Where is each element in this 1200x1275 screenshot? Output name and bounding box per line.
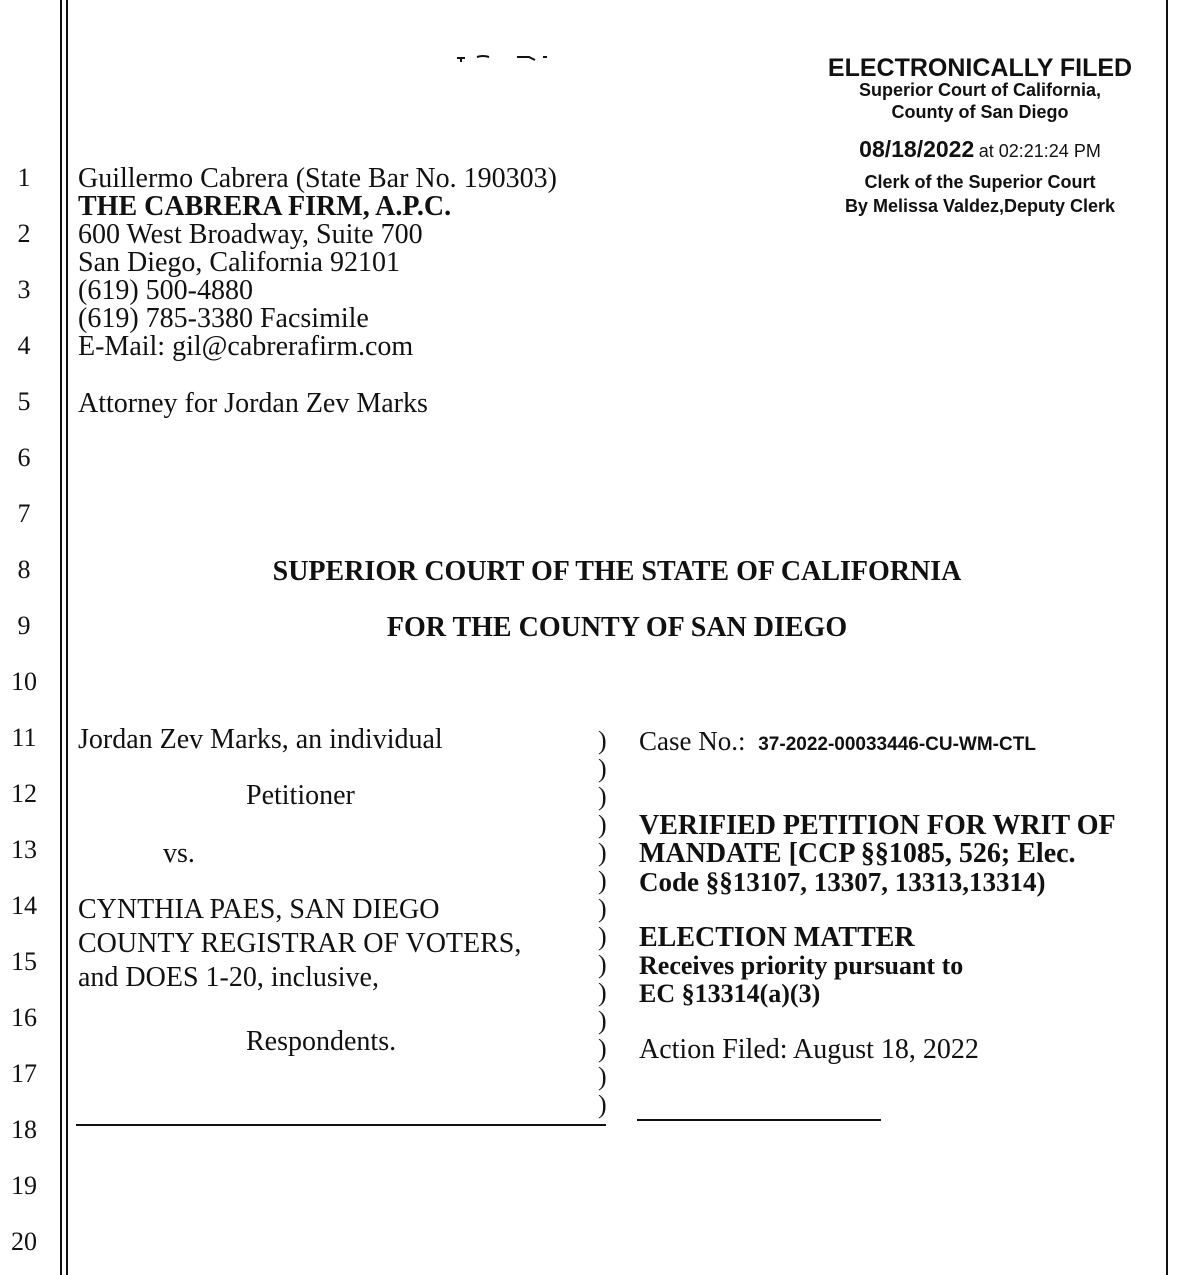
line-number: 16	[11, 1003, 37, 1032]
case-number-label: Case No.:	[639, 726, 746, 756]
petitioner-label: Petitioner	[246, 780, 355, 811]
court-heading-line1: SUPERIOR COURT OF THE STATE OF CALIFORNIA	[272, 556, 962, 587]
line-number: 14	[11, 891, 37, 920]
caption-paren: )	[598, 810, 607, 839]
scan-mark	[455, 50, 551, 60]
firm-address2: San Diego, California 92101	[78, 247, 400, 278]
respondent-line2: COUNTY REGISTRAR OF VOTERS,	[78, 928, 522, 959]
priority-line1: Receives priority pursuant to	[639, 951, 964, 980]
caption-paren: )	[598, 978, 607, 1007]
line-number: 11	[11, 723, 37, 752]
line-number: 13	[11, 835, 37, 864]
attorney-name: Guillermo Cabrera (State Bar No. 190303)	[78, 163, 557, 194]
line-number: 7	[17, 499, 31, 528]
caption-paren: )	[598, 726, 607, 755]
caption-paren: )	[598, 782, 607, 811]
respondent-label: Respondents.	[246, 1026, 397, 1057]
caption-paren: )	[598, 754, 607, 783]
petition-title-line2: MANDATE [CCP §§1085, 526; Elec.	[639, 838, 1076, 869]
left-margin-line-outer	[60, 0, 62, 1275]
firm-email: E-Mail: gil@cabrerafirm.com	[78, 331, 414, 362]
caption-paren: )	[598, 838, 607, 867]
line-number: 8	[17, 555, 31, 584]
case-number: 37-2022-00033446-CU-WM-CTL	[758, 734, 1036, 755]
line-number: 9	[17, 611, 31, 640]
firm-name: THE CABRERA FIRM, A.P.C.	[78, 191, 452, 222]
versus: vs.	[163, 838, 195, 869]
election-matter: ELECTION MATTER	[639, 922, 915, 953]
line-number: 17	[11, 1059, 37, 1088]
priority-line2: EC §13314(a)(3)	[639, 979, 821, 1008]
line-number: 2	[17, 219, 31, 248]
stamp-court-line1: Superior Court of California,	[858, 80, 1101, 100]
attorney-for: Attorney for Jordan Zev Marks	[78, 388, 428, 419]
line-number: 1	[17, 163, 31, 192]
filing-stamp	[800, 54, 1160, 224]
petition-title-line3: Code §§13107, 13307, 13313,13314)	[639, 867, 1046, 897]
stamp-datetime	[800, 136, 1160, 163]
line-number: 3	[17, 275, 31, 304]
case-number-row	[639, 726, 1036, 757]
line-number: 18	[11, 1115, 37, 1144]
stamp-title: ELECTRONICALLY FILED	[827, 54, 1133, 82]
firm-address1: 600 West Broadway, Suite 700	[78, 219, 423, 250]
court-heading-line2: FOR THE COUNTY OF SAN DIEGO	[386, 612, 848, 643]
caption-paren: )	[598, 922, 607, 951]
petitioner-name: Jordan Zev Marks, an individual	[78, 724, 443, 755]
respondent-line3: and DOES 1-20, inclusive,	[78, 962, 379, 993]
stamp-date: 08/18/2022	[859, 136, 975, 162]
stamp-clerk-line1: Clerk of the Superior Court	[864, 172, 1096, 192]
stamp-court-line2: County of San Diego	[891, 102, 1069, 122]
caption-right-rule	[637, 1119, 881, 1121]
caption-left-rule	[76, 1124, 606, 1126]
line-number: 19	[11, 1171, 37, 1200]
line-number: 10	[11, 667, 37, 696]
caption-paren: )	[598, 1006, 607, 1035]
action-filed: Action Filed: August 18, 2022	[639, 1034, 979, 1065]
stamp-clerk-line2: By Melissa Valdez,Deputy Clerk	[844, 196, 1116, 216]
line-number: 15	[11, 947, 37, 976]
caption-paren: )	[598, 894, 607, 923]
firm-phone: (619) 500-4880	[78, 275, 253, 306]
petition-title-line1: VERIFIED PETITION FOR WRIT OF	[639, 810, 1116, 841]
stamp-time: at 02:21:24 PM	[978, 141, 1101, 161]
line-number: 6	[17, 443, 31, 472]
caption-paren: )	[598, 1034, 607, 1063]
caption-paren: )	[598, 1090, 607, 1119]
line-number: 5	[17, 387, 31, 416]
right-margin-line	[1166, 0, 1168, 1275]
caption-paren: )	[598, 1062, 607, 1091]
caption-paren: )	[598, 950, 607, 979]
line-number: 4	[17, 331, 31, 360]
line-number: 12	[11, 779, 37, 808]
respondent-line1: CYNTHIA PAES, SAN DIEGO	[78, 894, 440, 925]
line-number: 20	[11, 1227, 37, 1256]
firm-fax: (619) 785-3380 Facsimile	[78, 303, 369, 334]
caption-paren: )	[598, 866, 607, 895]
